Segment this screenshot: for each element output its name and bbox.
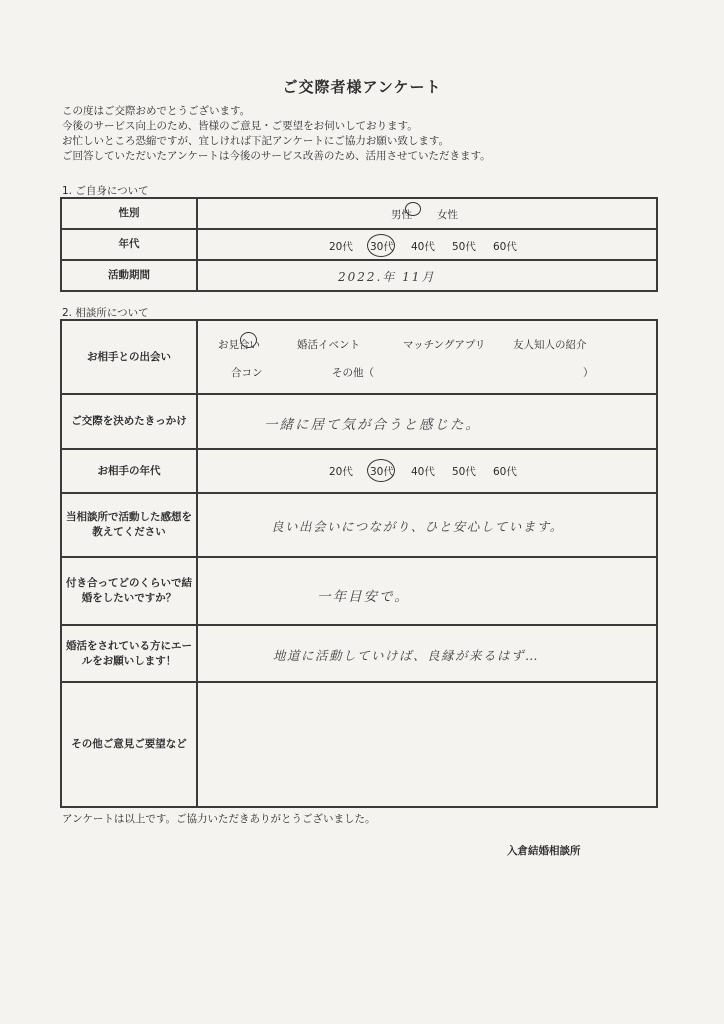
selection-circle-mark: [367, 459, 395, 482]
selection-circle-mark: [405, 202, 421, 216]
partner-age-option-50s[interactable]: 50代: [452, 466, 476, 478]
period-row: [61, 260, 657, 291]
closing-text: アンケートは以上です。ご協力いただきありがとうございました。: [62, 813, 376, 825]
section1-table: [60, 197, 658, 292]
partner-age-option-30s[interactable]: 30代: [370, 466, 394, 478]
meeting-label: お相手との出会い: [61, 320, 197, 394]
partner-age-option-40s[interactable]: 40代: [411, 466, 435, 478]
meeting-row: [61, 320, 657, 394]
partner-age-row: [61, 449, 657, 493]
meeting-option-goukon[interactable]: 合コン: [231, 367, 263, 379]
age-option-20s[interactable]: 20代: [329, 241, 353, 253]
message-answer: 地道に活動していけば、良縁が来るはず…: [273, 648, 540, 663]
age-row: [61, 229, 657, 260]
message-field[interactable]: [197, 625, 657, 682]
marriage-field[interactable]: [197, 557, 657, 625]
intro-line: 今後のサービス向上のため、皆様のご意見・ご要望をお伺いしております。: [62, 120, 418, 132]
period-label: 活動期間: [61, 260, 197, 291]
period-field[interactable]: [197, 260, 657, 291]
age-option-40s[interactable]: 40代: [411, 241, 435, 253]
selection-circle-mark: [240, 332, 257, 348]
impression-label: 当相談所で活動した感想を教えてください: [61, 493, 197, 557]
meeting-option-other-close: ）: [583, 367, 594, 379]
reason-label: ご交際を決めたきっかけ: [61, 394, 197, 449]
intro-line: この度はご交際おめでとうございます。: [62, 105, 251, 117]
age-option-60s[interactable]: 60代: [493, 241, 517, 253]
impression-field[interactable]: [197, 493, 657, 557]
reason-row: [61, 394, 657, 449]
age-field[interactable]: [197, 229, 657, 260]
marriage-label: 付き合ってどのくらいで結婚をしたいですか？: [61, 557, 197, 625]
partner-age-label: お相手の年代: [61, 449, 197, 493]
partner-age-field[interactable]: [197, 449, 657, 493]
impression-answer: 良い出会いにつながり、ひと安心しています。: [271, 519, 564, 534]
gender-option-male[interactable]: 男性: [391, 209, 412, 221]
selection-circle-mark: [367, 234, 395, 257]
period-answer: 2022.年 11月: [338, 270, 436, 284]
meeting-option-friends[interactable]: 友人知人の紹介: [513, 339, 587, 351]
partner-age-option-60s[interactable]: 60代: [493, 466, 517, 478]
form-title: ご交際者様アンケート: [282, 78, 442, 96]
gender-row: [61, 198, 657, 229]
intro-line: お忙しいところ恐縮ですが、宜しければ下記アンケートにご協力お願い致します。: [62, 135, 450, 147]
age-option-50s[interactable]: 50代: [452, 241, 476, 253]
marriage-row: [61, 557, 657, 625]
organization-name: 入倉結婚相談所: [507, 845, 581, 857]
other-label: その他ご意見ご要望など: [61, 682, 197, 807]
section1-heading: 1. ご自身について: [62, 185, 149, 197]
marriage-answer: 一年目安で。: [317, 589, 410, 605]
partner-age-option-20s[interactable]: 20代: [329, 466, 353, 478]
intro-text: [62, 104, 491, 164]
age-option-30s[interactable]: 30代: [370, 241, 394, 253]
impression-row: [61, 493, 657, 557]
message-row: [61, 625, 657, 682]
reason-field[interactable]: [197, 394, 657, 449]
section2-heading: 2. 相談所について: [62, 307, 149, 319]
meeting-option-omiai[interactable]: お見合い: [218, 339, 260, 351]
meeting-option-app[interactable]: マッチングアプリ: [403, 339, 486, 351]
gender-option-female[interactable]: 女性: [437, 209, 458, 221]
gender-field[interactable]: [197, 198, 657, 229]
age-label: 年代: [61, 229, 197, 260]
meeting-field[interactable]: [197, 320, 657, 394]
intro-line: ご回答していただいたアンケートは今後のサービス改善のため、活用させていただきます。: [62, 150, 491, 162]
gender-label: 性別: [61, 198, 197, 229]
meeting-option-event[interactable]: 婚活イベント: [297, 339, 360, 351]
message-label: 婚活をされている方にエールをお願いします！: [61, 625, 197, 682]
other-field[interactable]: [197, 682, 657, 807]
reason-answer: 一緒に居て気が合うと感じた。: [264, 417, 481, 433]
section2-table: [60, 319, 658, 808]
other-row: [61, 682, 657, 807]
meeting-option-other[interactable]: その他（: [332, 367, 374, 379]
